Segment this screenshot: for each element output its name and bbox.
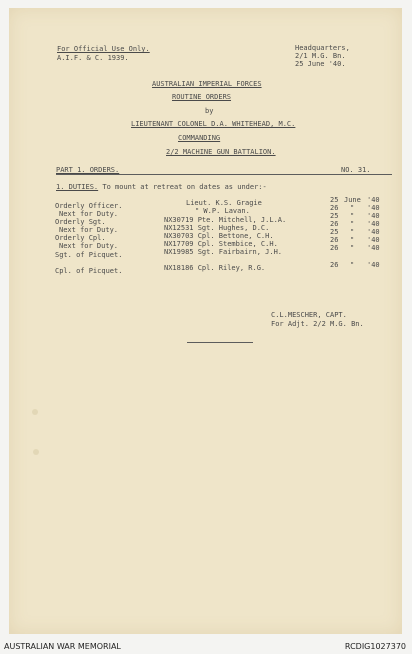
- duty-row-year: '40: [367, 212, 380, 220]
- duty-row-month: ": [350, 261, 355, 269]
- duty-row-person: " W.P. Lavan.: [195, 207, 250, 215]
- archive-footer: [0, 639, 412, 654]
- duty-row-person: Lieut. K.S. Gragie: [186, 199, 262, 207]
- duty-row-month: ": [350, 244, 355, 252]
- classification-line2: A.I.F. & C. 1939.: [57, 54, 129, 62]
- duty-row-year: '40: [367, 220, 380, 228]
- duty-row-role: Orderly Officer.: [55, 202, 123, 210]
- duty-row-year: '40: [367, 244, 380, 252]
- duty-row-year: '40: [367, 196, 380, 204]
- address-line1: Headquarters,: [295, 44, 350, 52]
- part-label: PART 1. ORDERS.: [56, 166, 120, 174]
- document-page: [9, 8, 402, 634]
- heading-commanding: COMMANDING: [178, 134, 221, 142]
- address-line3: 25 June '40.: [295, 60, 346, 68]
- duty-row-month: June: [344, 196, 361, 204]
- duty-row-year: '40: [367, 261, 380, 269]
- signature-line1: C.L.MESCHER, CAPT.: [271, 311, 347, 319]
- duty-row-day: 26: [330, 220, 339, 228]
- duty-row-year: '40: [367, 236, 380, 244]
- duty-row-day: 26: [330, 204, 339, 212]
- heading-by: by: [205, 107, 214, 115]
- duty-row-role: Next for Duty.: [59, 210, 119, 218]
- duty-row-person: NX30719 Pte. Mitchell, J.L.A.: [164, 216, 287, 224]
- footer-institution: AUSTRALIAN WAR MEMORIAL: [4, 642, 121, 651]
- duty-row-year: '40: [367, 204, 380, 212]
- punch-hole: [33, 449, 39, 455]
- duty-row-person: NX19985 Sgt. Fairbairn, J.H.: [164, 248, 283, 256]
- duty-row-day: 25: [330, 196, 339, 204]
- punch-hole: [32, 409, 38, 415]
- part-rule: [56, 174, 392, 175]
- duty-row-role: Cpl. of Picquet.: [55, 267, 123, 275]
- duty-row-day: 26: [330, 236, 339, 244]
- address-line2: 2/1 M.G. Bn.: [295, 52, 346, 60]
- heading-battalion: 2/2 MACHINE GUN BATTALION.: [166, 148, 276, 156]
- duty-row-role: Next for Duty.: [59, 242, 119, 250]
- duty-row-role: Sgt. of Picquet.: [55, 251, 123, 259]
- duty-row-person: NX17709 Cpl. Stembice, C.H.: [164, 240, 278, 248]
- duties-intro: [56, 183, 267, 191]
- duties-label: 1. DUTIES.: [56, 183, 99, 191]
- heading-force: AUSTRALIAN IMPERIAL FORCES: [152, 80, 262, 88]
- duty-row-role: Orderly Sgt.: [55, 218, 106, 226]
- duty-row-person: NX18186 Cpl. Riley, R.G.: [164, 264, 266, 272]
- duty-row-day: 25: [330, 212, 339, 220]
- duty-row-role: Orderly Cpl.: [55, 234, 106, 242]
- duty-row-person: NX30703 Cpl. Bettone, C.H.: [164, 232, 274, 240]
- duty-row-day: 26: [330, 261, 339, 269]
- duty-row-month: ": [350, 220, 355, 228]
- part-number: NO. 31.: [341, 166, 371, 174]
- duty-row-month: ": [350, 236, 355, 244]
- signature-line2: For Adjt. 2/2 M.G. Bn.: [271, 320, 364, 328]
- duty-row-person: NX12531 Sgt. Hughes, D.C.: [164, 224, 270, 232]
- duty-row-month: ": [350, 228, 355, 236]
- footer-record-id: RCDIG1027370: [344, 642, 406, 651]
- duties-text: To mount at retreat on dates as under:-: [102, 183, 267, 191]
- closing-rule: [187, 342, 253, 343]
- duty-row-day: 25: [330, 228, 339, 236]
- duty-row-month: ": [350, 204, 355, 212]
- duty-row-day: 26: [330, 244, 339, 252]
- duty-row-role: Next for Duty.: [59, 226, 119, 234]
- duty-row-month: ": [350, 212, 355, 220]
- duty-row-year: '40: [367, 228, 380, 236]
- heading-orders: ROUTINE ORDERS: [172, 93, 232, 101]
- classification-line1: For Official Use Only.: [57, 45, 150, 53]
- heading-commander: LIEUTENANT COLONEL D.A. WHITEHEAD, M.C.: [131, 120, 296, 128]
